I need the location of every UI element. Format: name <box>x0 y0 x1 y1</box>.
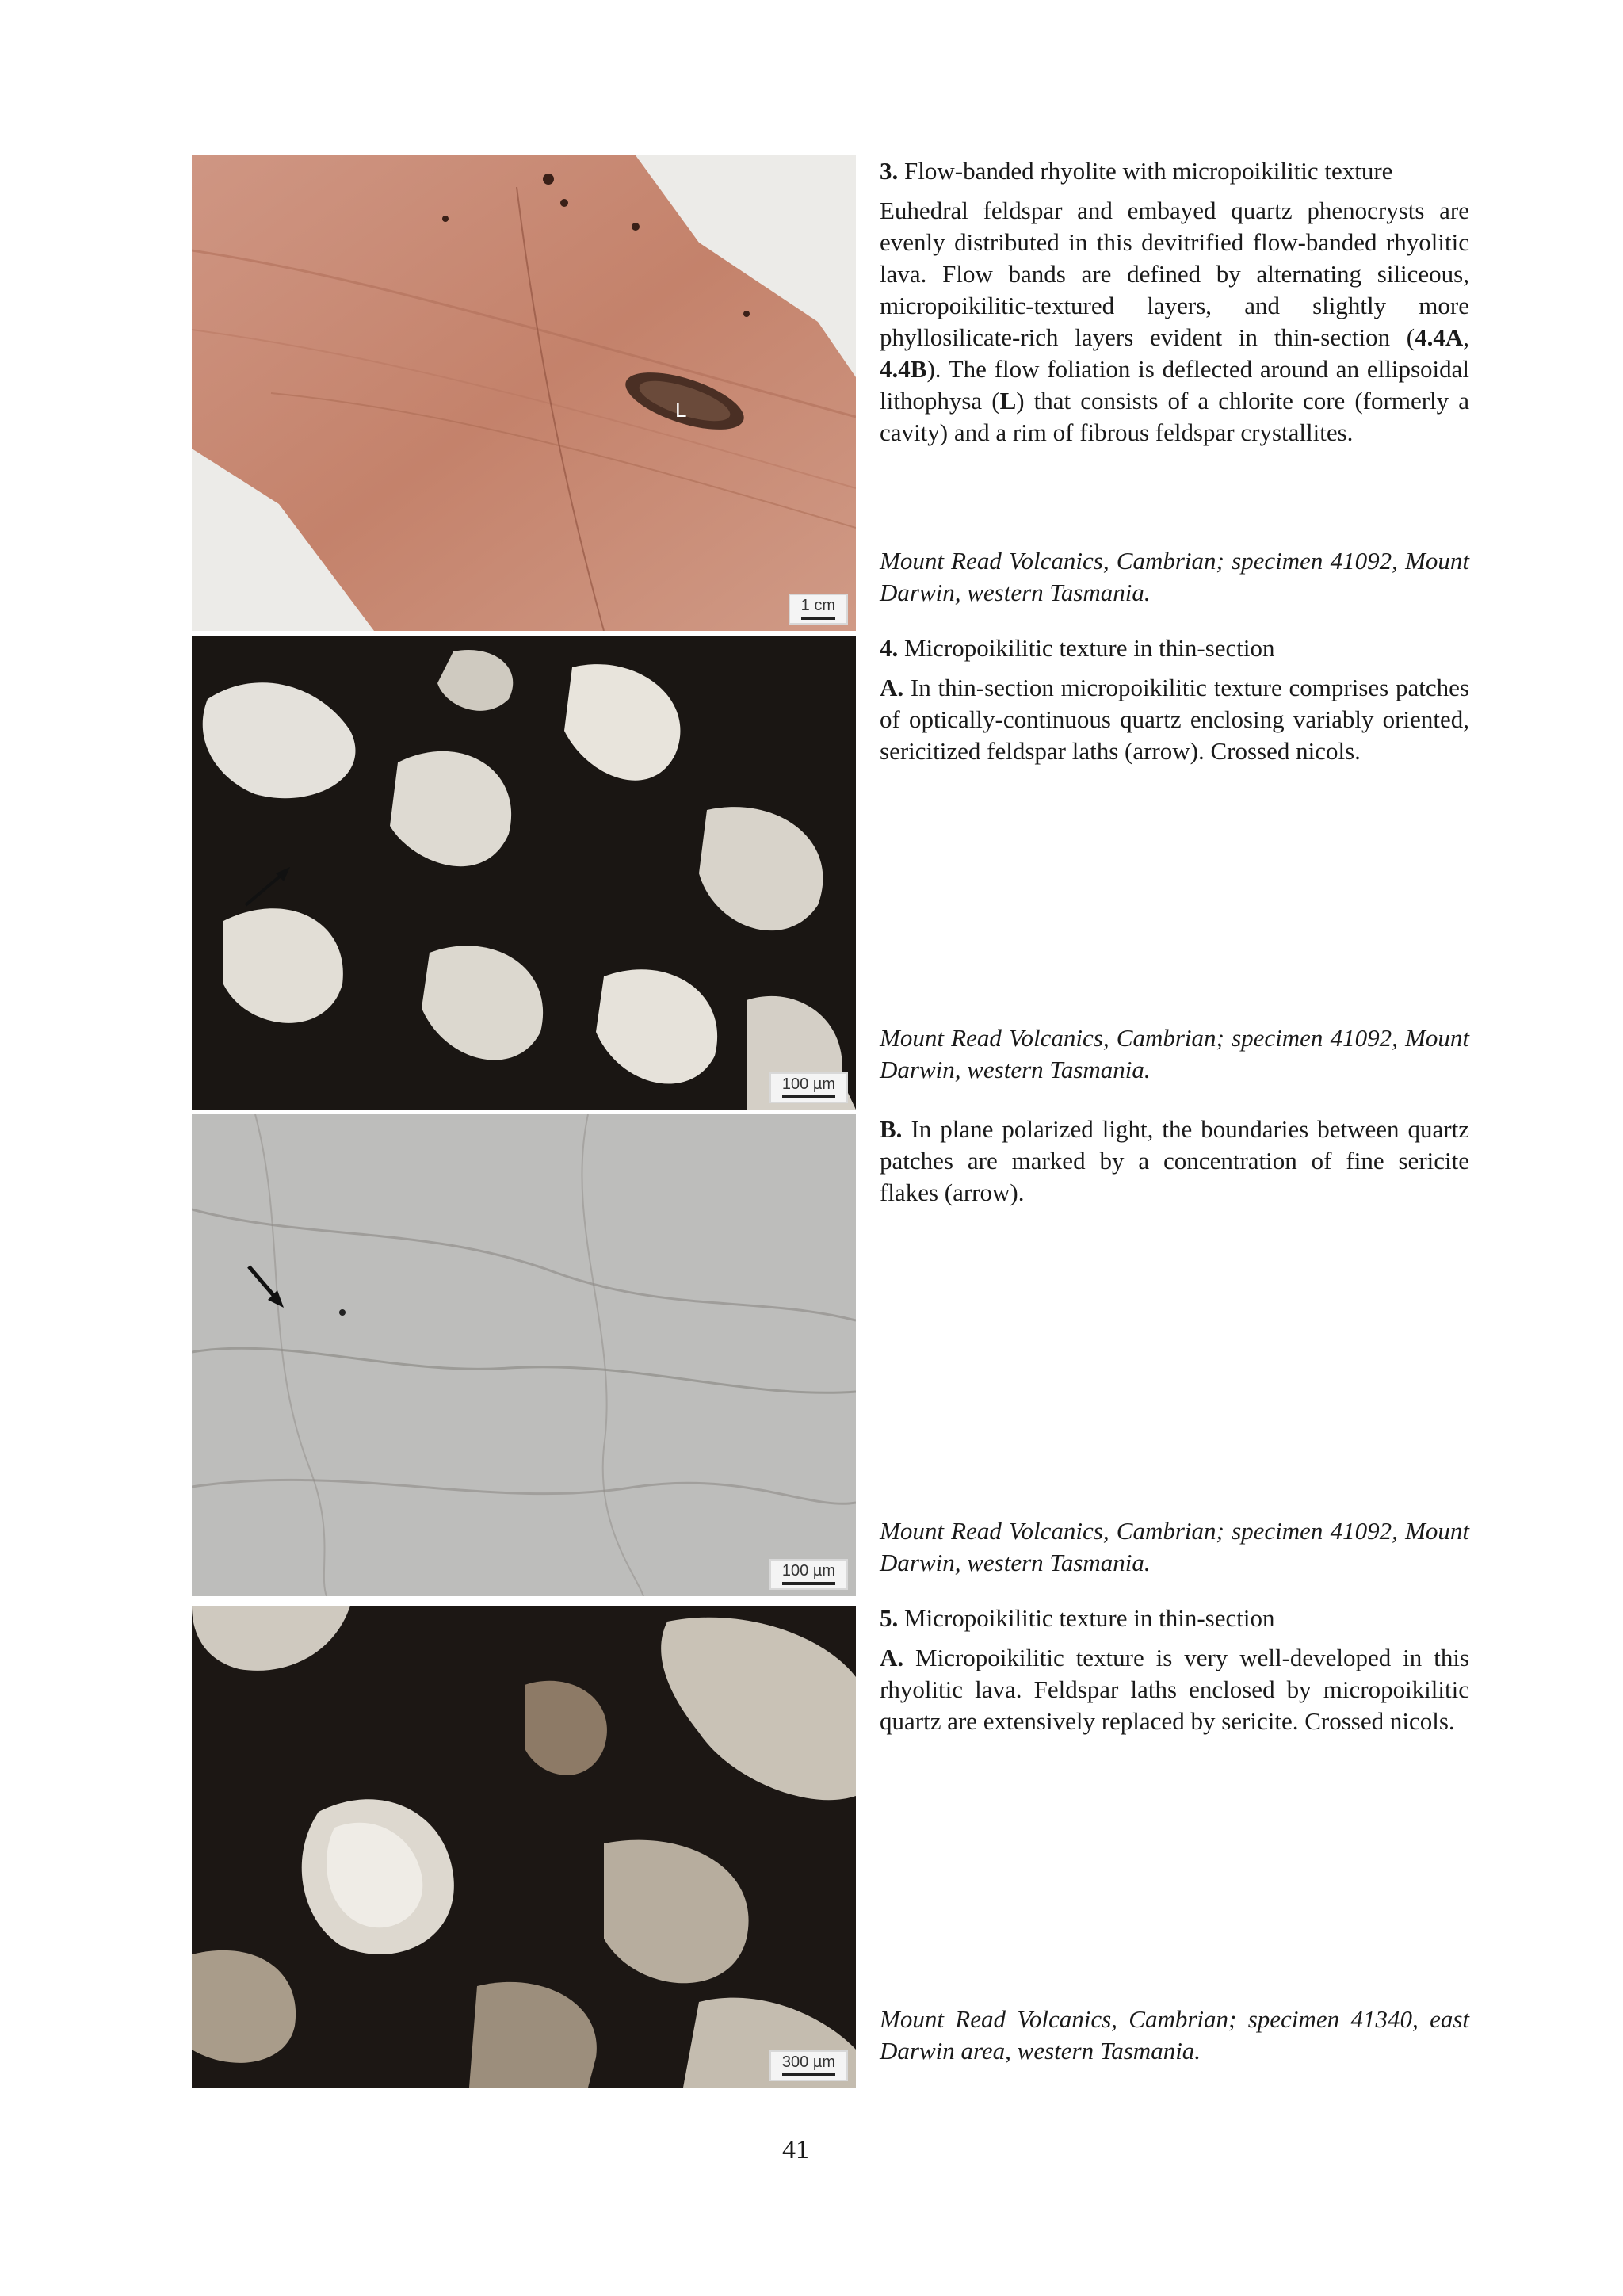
heading-number: 5. <box>880 1604 899 1632</box>
description-text: Micropoikilitic texture is very well-developed in this rhyolitic lava. Feldspar laths enclosed by micropoikilitic quartz are extensively replaced by sericite. Crossed nicols. <box>880 1644 1469 1735</box>
section-4a-description <box>880 672 1469 767</box>
lithophysa-ref: L <box>999 387 1017 415</box>
section-5-heading <box>880 1603 1469 1634</box>
page-number-text: 41 <box>782 2135 809 2164</box>
section-4b-citation: Mount Read Volcanics, Cambrian; specimen 41092, Mount Darwin, western Tasmania. <box>880 1517 1469 1576</box>
heading-text: Micropoikilitic texture in thin-section <box>898 1604 1275 1632</box>
section-5a-text <box>880 1603 1469 1737</box>
section-5a-description <box>880 1642 1469 1737</box>
para-label: B. <box>880 1115 903 1143</box>
scale-bar-label: 300 µm <box>781 2053 835 2071</box>
lithophysa-label: L <box>675 398 687 422</box>
section-3-description <box>880 195 1469 449</box>
figure-ref-4-4a: 4.4A <box>1415 323 1464 351</box>
heading-text: Micropoikilitic texture in thin-section <box>898 634 1275 662</box>
section-4a-text <box>880 632 1469 767</box>
section-4a-citation: Mount Read Volcanics, Cambrian; specimen 41092, Mount Darwin, western Tasmania. <box>880 1024 1469 1083</box>
section-3-citation: Mount Read Volcanics, Cambrian; specimen 41092, Mount Darwin, western Tasmania. <box>880 547 1469 606</box>
heading-number: 4. <box>880 634 899 662</box>
thin-section-plane-image <box>192 1114 856 1596</box>
scale-bar-2 <box>769 1072 848 1103</box>
scale-bar-label: 100 µm <box>781 1562 835 1580</box>
section-4b-description <box>880 1114 1469 1209</box>
scale-bar-label: 100 µm <box>781 1075 835 1093</box>
heading-text: Flow-banded rhyolite with micropoikilitic texture <box>898 157 1393 185</box>
page-number <box>0 2135 1623 2165</box>
description-text: Euhedral feldspar and embayed quartz phenocrysts are evenly distributed in this devitrified flow-banded rhyolitic lava. Flow bands are defined by alternating siliceous, micropoikilitic-textured layers, and slightly more phyllosilicate-rich layers evident in thin-section ( <box>880 197 1469 351</box>
heading-number: 3. <box>880 157 899 185</box>
description-text: ). The flow foliation is deflected around an ellipsoidal lithophysa ( <box>880 355 1469 415</box>
section-3-heading <box>880 155 1469 187</box>
photo-thin-section-plane <box>192 1114 856 1596</box>
section-4-heading <box>880 632 1469 664</box>
description-text: In thin-section micropoikilitic texture comprises patches of optically-continuous quartz enclosing variably oriented, sericitized feldspar laths (arrow). Crossed nicols. <box>880 674 1469 765</box>
thin-section-crossed-image <box>192 636 856 1110</box>
photo-hand-specimen <box>192 155 856 631</box>
scale-bar-line <box>782 2073 835 2076</box>
scale-bar-label: 1 cm <box>800 597 835 614</box>
scale-bar-line <box>782 1582 835 1585</box>
section-5a-citation: Mount Read Volcanics, Cambrian; specimen 41340, east Darwin area, western Tasmania. <box>880 2005 1469 2065</box>
scale-bar-3 <box>769 1559 848 1590</box>
description-text: In plane polarized light, the boundaries between quartz patches are marked by a concentration of fine sericite flakes (arrow). <box>880 1115 1469 1206</box>
section-4b-text <box>880 1114 1469 1209</box>
description-text: ) that consists of a chlorite core (formerly a cavity) and a rim of fibrous feldspar crystallites. <box>880 387 1469 446</box>
scale-bar-line <box>782 1095 835 1098</box>
figure-ref-4-4b: 4.4B <box>880 355 927 383</box>
scale-bar-4 <box>769 2050 848 2081</box>
para-label: A. <box>880 1644 904 1671</box>
description-text: , <box>1463 323 1469 351</box>
hand-specimen-image <box>192 155 856 631</box>
photo-thin-section-developed <box>192 1606 856 2088</box>
thin-section-developed-image <box>192 1606 856 2088</box>
section-3-text <box>880 155 1469 449</box>
photo-thin-section-crossed <box>192 636 856 1110</box>
scale-bar-1 <box>789 594 848 625</box>
scale-bar-line <box>801 617 835 620</box>
para-label: A. <box>880 674 904 701</box>
